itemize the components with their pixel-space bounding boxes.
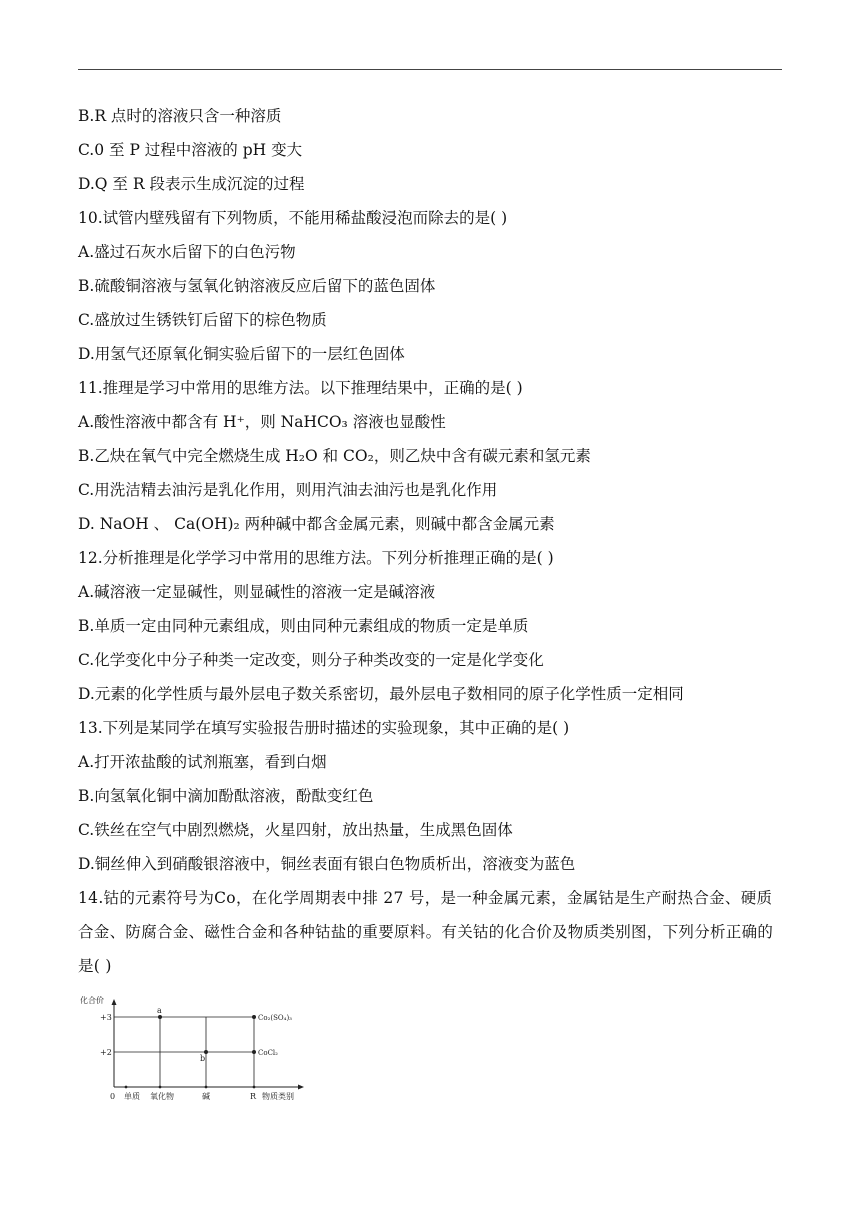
option-10a: A.盛过石灰水后留下的白色污物 — [78, 243, 296, 261]
label-co2so43: Co₂(SO₄)₃ — [258, 1014, 292, 1022]
option-11d: D. NaOH 、 Ca(OH)₂ 两种碱中都含金属元素，则碱中都含金属元素 — [78, 515, 555, 533]
tick-dot-element — [125, 1086, 128, 1089]
point-a-label: a — [157, 1006, 162, 1015]
option-9d: D.Q 至 R 段表示生成沉淀的过程 — [78, 175, 305, 193]
point-b-label: b — [200, 1054, 206, 1063]
valence-category-diagram — [78, 993, 318, 1105]
option-13c: C.铁丝在空气中剧烈燃烧，火星四射，放出热量，生成黑色固体 — [78, 821, 513, 839]
option-9b: B.R 点时的溶液只含一种溶质 — [78, 107, 282, 125]
option-13b: B.向氢氧化铜中滴加酚酞溶液，酚酞变红色 — [78, 787, 374, 805]
option-10b: B.硫酸铜溶液与氢氧化钠溶液反应后留下的蓝色固体 — [78, 277, 436, 295]
origin-label: 0 — [110, 1092, 116, 1101]
y-axis-arrow — [112, 999, 117, 1005]
label-cocl2: CoCl₂ — [258, 1049, 278, 1057]
x-cat-R: R — [250, 1092, 257, 1101]
question-12: 12.分析推理是化学学习中常用的思维方法。下列分析推理正确的是( ) — [78, 549, 554, 567]
option-12b: B.单质一定由同种元素组成，则由同种元素组成的物质一定是单质 — [78, 617, 529, 635]
x-cat-oxide: 氧化物 — [150, 1092, 174, 1101]
tick-dot-oxide — [159, 1086, 162, 1089]
point-cocl2 — [252, 1050, 256, 1054]
y-axis-label: 化合价 — [80, 996, 104, 1005]
x-cat-element: 单质 — [124, 1092, 140, 1101]
option-12d: D.元素的化学性质与最外层电子数关系密切，最外层电子数相同的原子化学性质一定相同 — [78, 685, 684, 703]
tick-dot-base — [205, 1086, 208, 1089]
x-cat-base: 碱 — [202, 1092, 210, 1101]
option-11a: A.酸性溶液中都含有 H⁺，则 NaHCO₃ 溶液也显酸性 — [78, 413, 446, 431]
point-co2so43 — [252, 1015, 256, 1019]
question-14: 14.钴的元素符号为Co，在化学周期表中排 27 号，是一种金属元素，金属钴是生产耐热合金、硬质合金、防腐合金、磁性合金和各种钴盐的重要原料。有关钴的化合价及物质类别图，下列分析正确的是( ) — [78, 889, 774, 975]
option-12c: C.化学变化中分子种类一定改变，则分子种类改变的一定是化学变化 — [78, 651, 544, 669]
option-9c: C.0 至 P 过程中溶液的 pH 变大 — [78, 141, 303, 159]
y-tick-plus2: +2 — [100, 1048, 112, 1057]
x-axis-label: 物质类别 — [262, 1092, 294, 1101]
option-10c: C.盛放过生锈铁钉后留下的棕色物质 — [78, 311, 327, 329]
option-13a: A.打开浓盐酸的试剂瓶塞，看到白烟 — [78, 753, 327, 771]
option-11b: B.乙炔在氧气中完全燃烧生成 H₂O 和 CO₂，则乙炔中含有碳元素和氢元素 — [78, 447, 591, 465]
question-content — [78, 99, 784, 983]
option-11c: C.用洗洁精去油污是乳化作用，则用汽油去油污也是乳化作用 — [78, 481, 498, 499]
option-12a: A.碱溶液一定显碱性，则显碱性的溶液一定是碱溶液 — [78, 583, 436, 601]
option-13d: D.铜丝伸入到硝酸银溶液中，铜丝表面有银白色物质析出，溶液变为蓝色 — [78, 855, 576, 873]
option-10d: D.用氢气还原氧化铜实验后留下的一层红色固体 — [78, 345, 405, 363]
tick-dot-salt — [253, 1086, 256, 1089]
y-tick-plus3: +3 — [100, 1013, 112, 1022]
question-13: 13.下列是某同学在填写实验报告册时描述的实验现象，其中正确的是( ) — [78, 719, 570, 737]
point-a — [158, 1015, 162, 1019]
question-11: 11.推理是学习中常用的思维方法。以下推理结果中，正确的是( ) — [78, 379, 523, 397]
question-10: 10.试管内壁残留有下列物质，不能用稀盐酸浸泡而除去的是( ) — [78, 209, 508, 227]
header-rule — [78, 69, 782, 70]
x-axis-arrow — [298, 1085, 304, 1090]
